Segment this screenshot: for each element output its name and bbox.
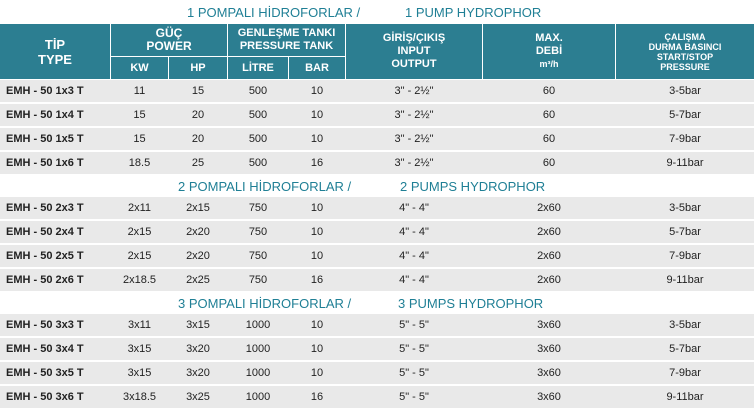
cell-model: EMH - 50 2x6 T: [6, 274, 84, 286]
cell-pressure: 5-7bar: [669, 343, 701, 355]
table-row: [0, 152, 754, 174]
cell-model: EMH - 50 1x6 T: [6, 157, 84, 169]
table-row: [0, 221, 754, 243]
cell-io: 5" - 5": [399, 367, 429, 379]
header-pressure-l2: DURMA BASINCI: [648, 41, 722, 52]
group-title-en: 1 PUMP HYDROPHOR: [405, 5, 542, 20]
header-flow: [483, 24, 615, 79]
cell-bar: 10: [310, 85, 324, 97]
table-row: [0, 128, 754, 150]
table-row: [0, 338, 754, 360]
cell-hp: 3x20: [186, 343, 210, 355]
cell-debi: 60: [542, 133, 556, 145]
cell-io: 3" - 2½": [394, 109, 434, 121]
table-row: [0, 80, 754, 102]
cell-litre: 500: [248, 85, 268, 97]
cell-model: EMH - 50 2x3 T: [6, 202, 84, 214]
cell-debi: 2x60: [537, 250, 561, 262]
group-title-tr: 2 POMPALI HİDROFORLAR /: [178, 179, 352, 194]
cell-pressure: 7-9bar: [669, 367, 701, 379]
cell-pressure: 7-9bar: [669, 133, 701, 145]
cell-litre: 1000: [245, 343, 271, 355]
cell-debi: 2x60: [537, 226, 561, 238]
cell-hp: 2x20: [186, 226, 210, 238]
header-power: [111, 24, 227, 56]
cell-debi: 3x60: [537, 343, 561, 355]
cell-kw: 15: [133, 109, 146, 121]
header-pressure-l4: PRESSURE: [660, 61, 710, 72]
cell-io: 3" - 2½": [394, 133, 434, 145]
cell-io: 5" - 5": [399, 391, 429, 403]
cell-bar: 10: [310, 319, 324, 331]
cell-bar: 16: [310, 157, 324, 169]
cell-kw: 2x18.5: [122, 274, 157, 286]
header-io-tr: GİRİŞ/ÇIKIŞ: [382, 32, 446, 44]
header-type-tr: TİP: [44, 36, 66, 52]
table-row: [0, 362, 754, 384]
cell-kw: 3x18.5: [122, 391, 157, 403]
cell-model: EMH - 50 2x5 T: [6, 250, 84, 262]
cell-hp: 20: [191, 109, 205, 121]
cell-bar: 10: [310, 202, 324, 214]
cell-io: 4" - 4": [399, 202, 429, 214]
cell-litre: 500: [248, 157, 268, 169]
cell-debi: 60: [542, 85, 556, 97]
cell-litre: 500: [248, 109, 268, 121]
cell-debi: 60: [542, 109, 556, 121]
cell-kw: 15: [133, 133, 146, 145]
header-pressure-l3: START/STOP: [656, 51, 714, 62]
cell-model: EMH - 50 2x4 T: [6, 226, 84, 238]
cell-pressure: 9-11bar: [666, 274, 704, 286]
cell-kw: 3x15: [127, 343, 152, 355]
group-title-tr: 1 POMPALI HİDROFORLAR /: [187, 5, 361, 20]
cell-kw: 11: [133, 85, 146, 97]
cell-litre: 750: [248, 250, 268, 262]
cell-debi: 60: [542, 157, 556, 169]
header-tank-en: PRESSURE TANK: [239, 40, 334, 52]
cell-kw: 3x15: [127, 367, 152, 379]
table-row: [0, 314, 754, 336]
cell-debi: 3x60: [537, 319, 561, 331]
cell-io: 3" - 2½": [394, 157, 434, 169]
cell-bar: 10: [310, 343, 324, 355]
cell-model: EMH - 50 3x3 T: [6, 319, 84, 331]
header-kw: KW: [111, 57, 168, 79]
header-type: [0, 24, 110, 79]
group-title-en: 2 PUMPS HYDROPHOR: [400, 179, 546, 194]
header-tank: [228, 24, 345, 56]
cell-kw: 18.5: [128, 157, 151, 169]
cell-debi: 3x60: [537, 391, 561, 403]
table-row: [0, 197, 754, 219]
cell-pressure: 7-9bar: [669, 250, 701, 262]
header-io: [346, 24, 482, 79]
cell-hp: 2x20: [186, 250, 210, 262]
cell-litre: 500: [248, 133, 268, 145]
cell-litre: 1000: [245, 391, 271, 403]
cell-model: EMH - 50 1x4 T: [6, 109, 84, 121]
header-io-en1: INPUT: [397, 45, 431, 57]
header-tank-tr: GENLEŞME TANKI: [237, 27, 336, 39]
cell-debi: 2x60: [537, 202, 561, 214]
header-flow-unit: m³/h: [539, 59, 559, 69]
cell-bar: 10: [310, 367, 324, 379]
cell-bar: 16: [310, 391, 324, 403]
cell-model: EMH - 50 1x5 T: [6, 133, 84, 145]
cell-hp: 3x20: [186, 367, 210, 379]
cell-io: 4" - 4": [399, 274, 429, 286]
cell-litre: 750: [248, 274, 268, 286]
cell-hp: 15: [191, 85, 205, 97]
header-type-en: TYPE: [38, 51, 72, 67]
cell-pressure: 3-5bar: [669, 319, 701, 331]
cell-hp: 25: [191, 157, 205, 169]
cell-debi: 3x60: [537, 367, 561, 379]
cell-kw: 2x15: [127, 250, 152, 262]
cell-pressure: 3-5bar: [669, 202, 701, 214]
header-hp: HP: [169, 57, 227, 79]
header-pressure-l1: ÇALIŞMA: [664, 31, 706, 42]
header-pressure: [616, 24, 754, 79]
cell-model: EMH - 50 3x4 T: [6, 343, 84, 355]
header-power-tr: GÜÇ: [155, 26, 183, 40]
cell-hp: 3x25: [186, 391, 210, 403]
group-banner-3: [0, 293, 754, 314]
cell-io: 4" - 4": [399, 250, 429, 262]
group-title-tr: 3 POMPALI HİDROFORLAR /: [178, 296, 352, 311]
cell-pressure: 5-7bar: [669, 226, 701, 238]
header-power-en: POWER: [146, 39, 192, 53]
cell-pressure: 9-11bar: [666, 157, 704, 169]
header-flow-debi: DEBİ: [535, 45, 563, 57]
group-banner-2: [0, 176, 754, 197]
table-row: [0, 269, 754, 291]
cell-debi: 2x60: [537, 274, 561, 286]
header-flow-max: MAX.: [535, 32, 563, 44]
table-row: [0, 104, 754, 126]
cell-bar: 10: [310, 109, 324, 121]
cell-litre: 750: [248, 226, 268, 238]
cell-io: 5" - 5": [399, 343, 429, 355]
cell-io: 3" - 2½": [394, 85, 434, 97]
cell-litre: 750: [248, 202, 268, 214]
cell-litre: 1000: [245, 367, 271, 379]
cell-hp: 3x15: [186, 319, 210, 331]
cell-pressure: 9-11bar: [666, 391, 704, 403]
cell-kw: 3x11: [127, 319, 152, 331]
cell-bar: 10: [310, 250, 324, 262]
cell-pressure: 3-5bar: [669, 85, 701, 97]
cell-litre: 1000: [245, 319, 271, 331]
cell-kw: 2x15: [127, 226, 152, 238]
group-title-en: 3 PUMPS HYDROPHOR: [398, 296, 544, 311]
cell-model: EMH - 50 3x6 T: [6, 391, 84, 403]
header-litre: LİTRE: [228, 57, 288, 79]
header-io-en2: OUTPUT: [391, 58, 437, 70]
group-banner-1: [0, 2, 754, 23]
cell-model: EMH - 50 1x3 T: [6, 85, 84, 97]
cell-bar: 10: [310, 226, 324, 238]
cell-model: EMH - 50 3x5 T: [6, 367, 84, 379]
cell-hp: 2x15: [186, 202, 210, 214]
cell-kw: 2x11: [127, 202, 152, 214]
table-row: [0, 386, 754, 408]
table-row: [0, 245, 754, 267]
cell-bar: 16: [310, 274, 324, 286]
cell-pressure: 5-7bar: [669, 109, 701, 121]
cell-io: 4" - 4": [399, 226, 429, 238]
cell-hp: 20: [191, 133, 205, 145]
cell-io: 5" - 5": [399, 319, 429, 331]
cell-bar: 10: [310, 133, 324, 145]
header-bar: BAR: [289, 57, 345, 79]
cell-hp: 2x25: [186, 274, 210, 286]
